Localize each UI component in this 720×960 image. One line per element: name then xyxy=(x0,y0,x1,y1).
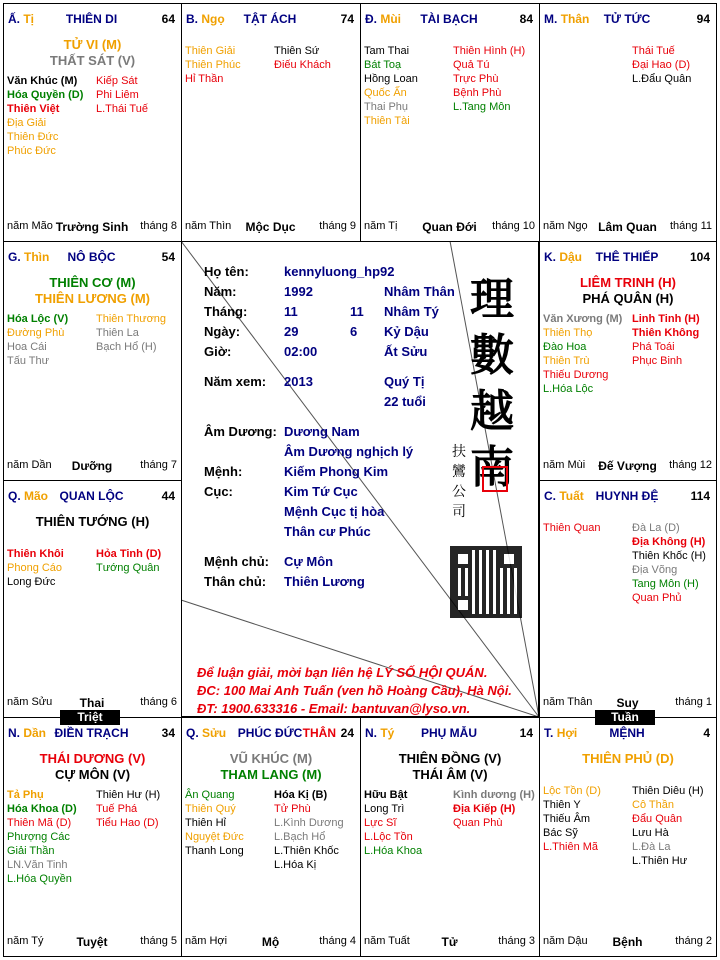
label-name: Họ tên: xyxy=(204,264,249,279)
minor-star: L.Lộc Tồn xyxy=(364,831,413,843)
year-label: năm Hợi xyxy=(185,935,228,947)
minor-star: Hóa Khoa (D) xyxy=(7,803,77,815)
palace-number: 14 xyxy=(519,726,533,740)
minor-star: LN.Văn Tinh xyxy=(7,859,68,871)
minor-star: Lực Sĩ xyxy=(364,817,397,829)
minor-star: Phong Cáo xyxy=(7,562,63,574)
year-label: năm Sửu xyxy=(7,696,53,708)
life-stage: Quan Đới xyxy=(422,220,477,234)
minor-star: Đường Phù xyxy=(7,327,65,339)
main-stars xyxy=(540,275,716,307)
palace-tuat[interactable] xyxy=(539,480,717,718)
main-star: PHÁ QUÂN (H) xyxy=(582,291,674,306)
minor-star: Đẩu Quân xyxy=(632,813,683,825)
year-label: năm Dậu xyxy=(543,935,588,947)
minor-star: Thiên Hình (H) xyxy=(453,45,526,57)
label-month: Tháng: xyxy=(204,304,248,319)
minor-star: Hỏa Tinh (D) xyxy=(96,548,162,560)
palace-footer xyxy=(543,696,712,710)
minor-stars-right xyxy=(96,547,161,575)
palace-hoi[interactable] xyxy=(539,717,717,957)
minor-star: Thiên Thương xyxy=(96,313,167,325)
minor-star: Địa Không (H) xyxy=(632,536,706,548)
minor-star: L.Đà La xyxy=(632,841,671,853)
palace-footer xyxy=(185,935,356,949)
palace-name: THIÊN DI xyxy=(65,12,118,26)
minor-star: Thiếu Âm xyxy=(543,813,591,825)
minor-star: Thái Tuế xyxy=(632,45,675,57)
branch-label: Đ. Mùi xyxy=(365,12,402,26)
minor-star: Thiên Y xyxy=(543,799,581,811)
minor-star: Tuế Phá xyxy=(96,803,138,815)
palace-header xyxy=(365,726,533,740)
minor-star: Phá Toái xyxy=(632,341,675,353)
minor-star: Cô Thần xyxy=(632,799,674,811)
palace-header xyxy=(544,726,710,740)
palace-number: 44 xyxy=(161,489,175,503)
main-star: THIÊN PHỦ (D) xyxy=(582,751,674,766)
palace-name: THÊ THIẾP xyxy=(595,250,659,264)
palace-mui[interactable] xyxy=(360,3,540,242)
life-stage: Bệnh xyxy=(612,935,643,949)
palace-header xyxy=(186,12,354,26)
minor-star: Quan Phủ xyxy=(632,592,682,604)
minor-star: Linh Tinh (H) xyxy=(632,313,700,325)
palace-header xyxy=(8,726,175,740)
palace-ty[interactable] xyxy=(3,3,182,242)
contact-line-3[interactable]: ĐT: 1900.633316 - Email: bantuvan@lyso.vn. xyxy=(197,701,471,716)
palace-name: TỬ TỨC xyxy=(603,12,651,26)
palace-footer xyxy=(7,220,177,234)
minor-star: Thiên Phúc xyxy=(185,59,241,71)
palace-header xyxy=(544,489,710,503)
year-label: năm Ngọ xyxy=(543,220,588,232)
tuan-tag: Tuần xyxy=(595,710,655,725)
red-seal xyxy=(482,466,508,492)
minor-stars-left xyxy=(543,521,600,535)
minor-star: Hữu Bật xyxy=(364,789,408,801)
main-star: TỬ VI (M) xyxy=(63,37,122,52)
minor-star: Quả Tú xyxy=(453,59,490,71)
year-label: năm Tuất xyxy=(364,935,410,947)
minor-star: Hoa Cái xyxy=(7,341,47,353)
logo-char: 南 xyxy=(470,442,514,493)
palace-mao[interactable] xyxy=(3,480,182,718)
main-star: THÁI DƯƠNG (V) xyxy=(39,751,146,766)
than-marker: THÂN xyxy=(302,726,336,740)
minor-star: Thiên La xyxy=(96,327,139,339)
minor-stars-right xyxy=(274,788,344,872)
palace-number: 4 xyxy=(703,726,710,740)
branch-label: Q. Mão xyxy=(8,489,49,503)
minor-stars-left xyxy=(543,784,601,854)
main-stars xyxy=(182,751,360,783)
value-year: 1992 xyxy=(284,284,313,299)
minor-star: Tả Phụ xyxy=(7,789,44,801)
main-star: VŨ KHÚC (M) xyxy=(229,751,313,766)
minor-stars-right xyxy=(96,312,166,354)
minor-star: Đà La (D) xyxy=(632,522,680,534)
main-star: CỰ MÔN (V) xyxy=(54,767,131,782)
branch-label: N. Tý xyxy=(365,726,395,740)
life-stage: Mộ xyxy=(261,935,280,949)
value-day-lunar: 6 xyxy=(350,324,358,339)
minor-star: L.Thiên Hư xyxy=(632,855,688,867)
value-yin-yang-2: Âm Dương nghịch lý xyxy=(284,444,414,459)
month-label: tháng 3 xyxy=(498,935,535,947)
value-name: kennyluong_hp92 xyxy=(284,264,395,279)
month-label: tháng 8 xyxy=(140,220,177,232)
minor-star: Hóa Quyền (D) xyxy=(7,89,84,101)
main-star: THÁI ÂM (V) xyxy=(412,767,488,782)
branch-label: K. Dậu xyxy=(544,250,583,264)
logo-char: 越 xyxy=(470,386,514,437)
minor-star: Hỉ Thần xyxy=(185,73,224,85)
palace-number: 114 xyxy=(690,489,710,503)
value-day-can-chi: Kỷ Dậu xyxy=(384,324,429,339)
minor-stars-left xyxy=(364,44,418,128)
minor-star: Thiên Không xyxy=(632,327,700,339)
palace-number: 54 xyxy=(161,250,175,264)
palace-dan[interactable] xyxy=(3,717,182,957)
minor-star: Giải Thần xyxy=(7,845,55,857)
branch-label: B. Ngọ xyxy=(186,12,225,26)
minor-stars-right xyxy=(632,312,700,368)
minor-star: Bát Toạ xyxy=(364,59,402,71)
minor-star: Thiên Mã (D) xyxy=(7,817,72,829)
main-star: LIÊM TRINH (H) xyxy=(579,275,677,290)
minor-star: L.Kình Dương xyxy=(274,817,344,829)
minor-star: Tam Thai xyxy=(364,45,410,57)
value-yin-yang-1: Dương Nam xyxy=(284,424,360,439)
year-label: năm Mùi xyxy=(543,459,586,471)
minor-stars-left xyxy=(7,547,64,589)
minor-star: Trực Phù xyxy=(453,73,499,85)
main-star: THIÊN TƯỚNG (H) xyxy=(35,514,150,529)
value-day: 29 xyxy=(284,324,299,339)
month-label: tháng 5 xyxy=(140,935,177,947)
palace-number: 74 xyxy=(340,12,354,26)
palace-footer xyxy=(7,935,177,949)
main-stars xyxy=(4,275,181,307)
minor-star: Thiên Đức xyxy=(7,131,59,143)
minor-star: L.Hóa Quyền xyxy=(7,873,72,885)
palace-name: QUAN LỘC xyxy=(59,489,124,503)
minor-star: Văn Khúc (M) xyxy=(7,75,78,87)
main-star: THIÊN ĐỒNG (V) xyxy=(398,751,502,766)
value-menh: Kiếm Phong Kim xyxy=(284,464,389,479)
main-star: THIÊN CƠ (M) xyxy=(49,275,136,290)
branch-label: G. Thìn xyxy=(8,250,50,264)
palace-name: TẬT ÁCH xyxy=(243,12,297,26)
minor-star: Thiên Quý xyxy=(185,803,236,815)
palace-footer xyxy=(7,696,177,710)
month-label: tháng 11 xyxy=(669,220,712,232)
palace-header xyxy=(544,12,710,26)
minor-star: Tướng Quân xyxy=(96,562,160,574)
label-yin-yang: Âm Dương: xyxy=(204,424,277,439)
palace-footer xyxy=(543,459,712,473)
label-hour: Giờ: xyxy=(204,344,232,359)
minor-star: Đào Hoa xyxy=(543,341,587,353)
value-month-can-chi: Nhâm Tý xyxy=(384,304,439,319)
life-stage: Suy xyxy=(616,696,639,710)
value-year-can-chi: Nhâm Thân xyxy=(384,284,455,299)
palace-name: MỆNH xyxy=(609,726,645,740)
value-menh-chu: Cự Môn xyxy=(284,554,334,569)
minor-star: Hồng Loan xyxy=(364,73,418,85)
value-hour-can-chi: Ất Sửu xyxy=(384,344,428,359)
palace-number: 84 xyxy=(519,12,533,26)
minor-star: Phượng Các xyxy=(7,831,70,843)
minor-star: Thiên Diêu (H) xyxy=(632,785,704,797)
year-label: năm Thìn xyxy=(185,220,232,232)
life-stage: Lâm Quan xyxy=(598,220,657,234)
branch-label: Q. Sửu xyxy=(186,726,227,740)
seal-text: 扶鸞公司 xyxy=(452,444,466,520)
value-view-year: 2013 xyxy=(284,374,313,389)
value-month: 11 xyxy=(284,304,298,319)
branch-label: N. Dần xyxy=(8,726,47,740)
label-menh: Mệnh: xyxy=(204,464,243,479)
palace-number: 24 xyxy=(340,726,354,740)
branch-label: T. Hợi xyxy=(544,726,578,740)
minor-stars-left xyxy=(7,312,68,368)
palace-footer xyxy=(185,220,356,234)
minor-star: Lộc Tồn (D) xyxy=(543,785,601,797)
qr-code[interactable] xyxy=(450,546,522,618)
value-hour: 02:00 xyxy=(284,344,318,359)
minor-star: Thiên Quan xyxy=(543,522,601,534)
minor-star: Văn Xương (M) xyxy=(543,313,623,325)
palace-footer xyxy=(364,935,535,949)
minor-star: Thiên Tài xyxy=(364,115,410,127)
minor-star: Địa Võng xyxy=(632,564,678,576)
minor-stars-right xyxy=(453,44,525,114)
minor-star: Kình dương (H) xyxy=(453,789,535,801)
palace-header xyxy=(544,250,710,264)
minor-star: Địa Giải xyxy=(7,117,47,129)
minor-stars-right xyxy=(96,788,160,830)
palace-number: 104 xyxy=(689,250,710,264)
minor-stars-left xyxy=(7,74,83,158)
minor-star: L.Tang Môn xyxy=(453,101,511,113)
minor-stars-right xyxy=(632,44,691,86)
minor-star: L.Thiên Khốc xyxy=(274,845,339,857)
palace-dau[interactable] xyxy=(539,241,717,481)
palace-name: ĐIỀN TRẠCH xyxy=(54,726,129,740)
minor-star: Phục Binh xyxy=(632,355,683,367)
minor-star: Quan Phù xyxy=(453,817,503,829)
label-cuc: Cục: xyxy=(204,484,233,499)
minor-star: L.Thái Tuế xyxy=(96,103,148,115)
minor-stars-right xyxy=(274,44,331,72)
palace-suu[interactable] xyxy=(181,717,361,957)
palace-footer xyxy=(364,220,535,234)
label-year: Năm: xyxy=(204,284,237,299)
minor-star: Thiên Trù xyxy=(543,355,590,367)
palace-header xyxy=(8,489,175,503)
minor-star: Thiếu Dương xyxy=(543,369,609,381)
minor-star: Long Trì xyxy=(364,803,405,815)
palace-ti[interactable] xyxy=(360,717,540,957)
minor-star: Bạch Hổ (H) xyxy=(96,341,157,353)
branch-label: C. Tuất xyxy=(544,489,584,503)
year-label: năm Thân xyxy=(543,696,593,708)
minor-star: Tang Môn (H) xyxy=(632,578,699,590)
month-label: tháng 9 xyxy=(319,220,356,232)
value-view-can-chi: Quý Tị xyxy=(384,374,425,389)
palace-number: 94 xyxy=(696,12,710,26)
main-star: THAM LANG (M) xyxy=(220,767,322,782)
palace-name: PHỤ MẪU xyxy=(421,726,477,740)
minor-star: Đại Hao (D) xyxy=(632,59,691,71)
label-than-chu: Thân chủ: xyxy=(204,574,267,589)
palace-name: HUYNH ĐỆ xyxy=(595,489,659,503)
main-star: THẤT SÁT (V) xyxy=(49,53,136,68)
minor-star: Thai Phụ xyxy=(364,101,409,113)
month-label: tháng 7 xyxy=(140,459,177,471)
life-stage: Mộc Dục xyxy=(245,220,296,234)
palace-than[interactable] xyxy=(539,3,717,242)
main-stars xyxy=(4,751,181,783)
minor-stars-right xyxy=(632,521,706,605)
center-panel xyxy=(181,241,539,717)
value-than-chu: Thiên Lương xyxy=(284,574,365,589)
minor-stars-right xyxy=(96,74,148,116)
palace-header xyxy=(365,12,533,26)
palace-header xyxy=(8,250,175,264)
minor-stars-right xyxy=(453,788,535,830)
minor-star: Nguyệt Đức xyxy=(185,831,244,843)
minor-star: Phúc Đức xyxy=(7,145,56,157)
minor-star: Thiên Thọ xyxy=(543,327,593,339)
month-label: tháng 4 xyxy=(319,935,356,947)
month-label: tháng 2 xyxy=(675,935,712,947)
minor-star: L.Hóa Lộc xyxy=(543,383,594,395)
month-label: tháng 6 xyxy=(140,696,177,708)
logo-char: 理 xyxy=(470,274,514,325)
minor-star: Điếu Khách xyxy=(274,59,331,71)
minor-star: L.Bạch Hổ xyxy=(274,831,326,843)
contact-info xyxy=(197,664,527,718)
value-cuc-1: Kim Tứ Cục xyxy=(284,484,358,499)
minor-star: Kiếp Sát xyxy=(96,75,138,87)
minor-star: L.Thiên Mã xyxy=(543,841,599,853)
minor-star: Lưu Hà xyxy=(632,827,669,839)
main-star: THIÊN LƯƠNG (M) xyxy=(34,291,151,306)
main-stars xyxy=(540,751,716,767)
branch-label: Ấ. Tị xyxy=(8,12,35,26)
branch-label: M. Thân xyxy=(544,12,590,26)
minor-star: Tấu Thư xyxy=(7,355,50,367)
year-label: năm Mão xyxy=(7,220,53,232)
main-stars xyxy=(4,37,181,69)
year-label: năm Tị xyxy=(364,220,398,232)
triet-tag: Triệt xyxy=(60,710,120,725)
minor-star: Phi Liêm xyxy=(96,89,139,101)
year-label: năm Tý xyxy=(7,935,44,947)
palace-name: NÔ BỘC xyxy=(67,250,116,264)
palace-number: 34 xyxy=(161,726,175,740)
life-stage: Trường Sinh xyxy=(55,220,129,234)
minor-star: Tiểu Hao (D) xyxy=(96,817,159,829)
palace-name: TÀI BẠCH xyxy=(420,12,478,26)
minor-star: Thiên Sứ xyxy=(274,45,320,57)
main-stars xyxy=(361,751,539,783)
minor-star: Thiên Giải xyxy=(185,45,236,57)
palace-number: 64 xyxy=(161,12,175,26)
minor-star: L.Hóa Khoa xyxy=(364,845,423,857)
minor-star: Thiên Khốc (H) xyxy=(632,550,706,562)
minor-star: Long Đức xyxy=(7,576,56,588)
label-day: Ngày: xyxy=(204,324,241,339)
minor-star: Tử Phù xyxy=(274,803,311,815)
year-label: năm Dần xyxy=(7,459,52,471)
palace-footer xyxy=(7,459,177,473)
palace-ngo[interactable] xyxy=(181,3,361,242)
minor-star: Quốc Ấn xyxy=(364,87,407,99)
value-cuc-2: Mệnh Cục tị hòa xyxy=(284,504,385,519)
palace-thin[interactable] xyxy=(3,241,182,481)
minor-stars-left xyxy=(364,788,422,858)
minor-stars-left xyxy=(543,312,622,396)
month-label: tháng 1 xyxy=(675,696,712,708)
value-month-lunar: 11 xyxy=(350,304,364,319)
minor-star: L.Hóa Kị xyxy=(274,859,317,871)
minor-star: Ân Quang xyxy=(185,789,235,801)
minor-stars-left xyxy=(7,788,77,886)
contact-line-2: ĐC: 100 Mai Anh Tuấn (ven hồ Hoàng Cầu), Hà Nội. xyxy=(197,683,512,698)
main-stars xyxy=(4,514,181,530)
label-view-year: Năm xem: xyxy=(204,374,267,389)
minor-star: Thiên Việt xyxy=(7,103,60,115)
minor-star: Bác Sỹ xyxy=(543,827,578,839)
palace-name: PHÚC ĐỨC xyxy=(237,726,303,740)
contact-line-1: Để luận giải, mời bạn liên hệ LÝ SỐ HỘI QUÁN. xyxy=(197,665,488,680)
month-label: tháng 12 xyxy=(669,459,712,471)
minor-star: Địa Kiếp (H) xyxy=(453,803,516,815)
palace-header xyxy=(186,726,354,740)
minor-stars-right xyxy=(632,784,704,868)
life-stage: Dưỡng xyxy=(71,459,113,473)
life-stage: Tuyệt xyxy=(76,935,108,949)
label-menh-chu: Mệnh chủ: xyxy=(204,554,269,569)
minor-stars-left xyxy=(185,44,241,86)
minor-star: Thiên Hư (H) xyxy=(96,789,161,801)
value-age: 22 tuổi xyxy=(384,394,426,409)
logo-calligraphy xyxy=(462,272,522,496)
minor-stars-left xyxy=(185,788,244,858)
month-label: tháng 10 xyxy=(492,220,535,232)
palace-header xyxy=(8,12,175,26)
life-stage: Thai xyxy=(79,696,105,710)
minor-star: Bệnh Phù xyxy=(453,87,502,99)
value-cuc-3: Thân cư Phúc xyxy=(284,524,371,539)
minor-star: Hóa Kị (B) xyxy=(274,789,328,801)
palace-footer xyxy=(543,935,712,949)
minor-star: Thanh Long xyxy=(185,845,244,857)
minor-star: Thiên Hỉ xyxy=(185,817,226,829)
palace-footer xyxy=(543,220,712,234)
life-stage: Đế Vượng xyxy=(598,459,657,473)
logo-char: 數 xyxy=(470,330,514,381)
minor-star: L.Đẩu Quân xyxy=(632,73,692,85)
minor-star: Thiên Khôi xyxy=(7,548,64,560)
minor-star: Hóa Lộc (V) xyxy=(7,313,69,325)
life-stage: Tử xyxy=(441,935,458,949)
